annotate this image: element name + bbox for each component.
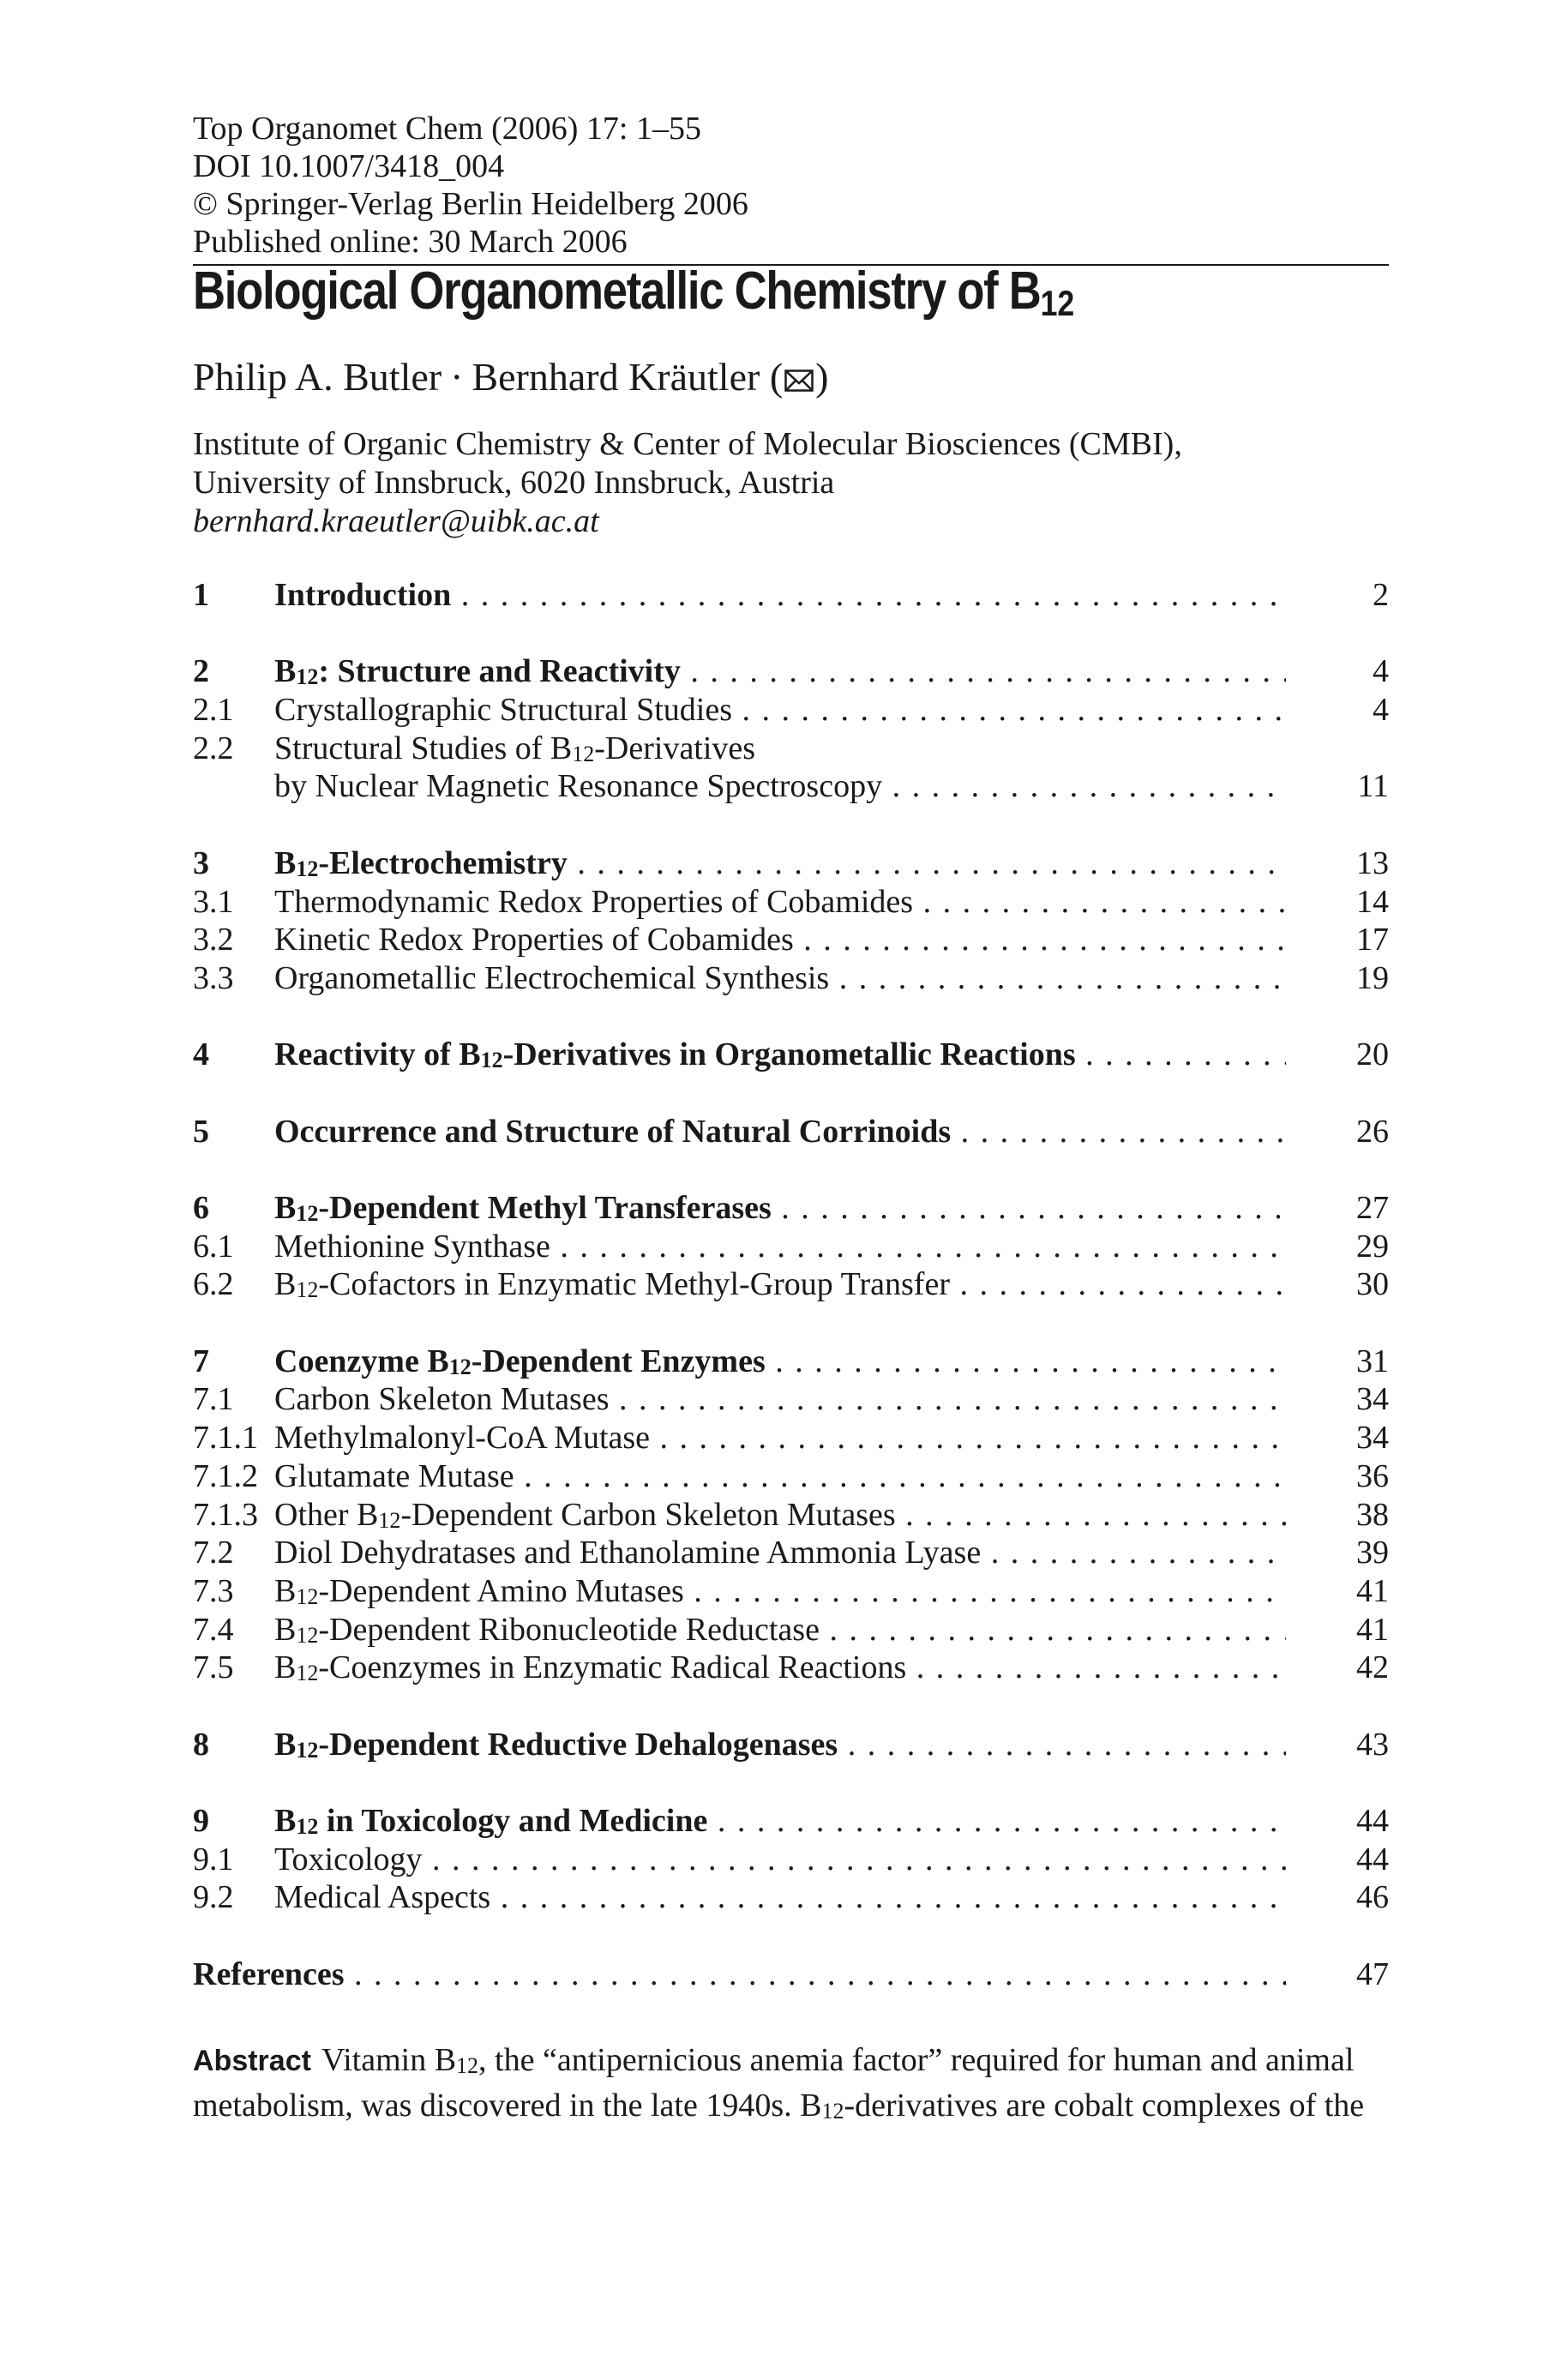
- toc-entry[interactable]: 3.3 Organometallic Electrochemical Synthesis . . . 19: [193, 959, 1389, 998]
- toc-entry[interactable]: 7.1 Carbon Skeleton Mutases . . . 34: [193, 1380, 1389, 1419]
- table-of-contents: [193, 576, 1389, 1993]
- toc-entry[interactable]: 7.4 $B_{12}$-Dependent Ribonucleotide Reductase . . . 41: [193, 1611, 1389, 1649]
- toc-entry[interactable]: 9 $B_{12}$ in Toxicology and Medicine . . . 44: [193, 1802, 1389, 1841]
- affiliation: [193, 425, 1393, 541]
- article-title: Biological Organometallic Chemistry of $B_{12}$: [193, 261, 1075, 323]
- toc-entry[interactable]: 7.5 $B_{12}$-Coenzymes in Enzymatic Radical Reactions . . . 42: [193, 1649, 1389, 1687]
- abstract-line: metabolism, was discovered in the late 1940s. $B_{12}$-derivatives are cobalt complexes of the: [193, 2088, 1365, 2124]
- toc-entry[interactable]: 7.2 Diol Dehydratases and Ethanolamine Ammonia Lyase . . . 39: [193, 1534, 1389, 1572]
- toc-entry[interactable]: 6.2 $B_{12}$-Cofactors in Enzymatic Methyl-Group Transfer . . . 30: [193, 1265, 1389, 1304]
- toc-entry[interactable]: 2 $B_{12}$: Structure and Reactivity . . . 4: [193, 652, 1389, 691]
- toc-entry[interactable]: 6.1 Methionine Synthase . . . 29: [193, 1228, 1389, 1266]
- abstract-line: Abstract Vitamin $B_{12}$, the “antipernicious anemia factor” required for human and animal: [193, 2042, 1355, 2078]
- toc-entry[interactable]: 9.2 Medical Aspects . . . 46: [193, 1878, 1389, 1917]
- publication-date: Published online: 30 March 2006: [193, 224, 628, 260]
- toc-entry[interactable]: 9.1 Toxicology . . . 44: [193, 1841, 1389, 1879]
- toc-entry[interactable]: 3 $B_{12}$-Electrochemistry . . . 13: [193, 844, 1389, 883]
- affiliation-line: University of Innsbruck, 6020 Innsbruck, Austria: [193, 465, 835, 501]
- author-email[interactable]: bernhard.kraeutler@uibk.ac.at: [193, 503, 599, 539]
- journal-citation: Top Organomet Chem (2006) 17: 1–55: [193, 111, 701, 147]
- toc-entry[interactable]: 7.1.1 Methylmalonyl-CoA Mutase . . . 34: [193, 1419, 1389, 1457]
- author-separator: ·: [450, 355, 464, 399]
- toc-entry[interactable]: 1 Introduction . . . 2: [193, 576, 1389, 615]
- toc-entry-references[interactable]: References . . . 47: [193, 1955, 1389, 1994]
- toc-entry[interactable]: 3.1 Thermodynamic Redox Properties of Cobamides . . . 14: [193, 883, 1389, 922]
- toc-entry[interactable]: 2.1 Crystallographic Structural Studies . . . 4: [193, 691, 1389, 730]
- journal-masthead: [193, 110, 1389, 266]
- author-1: Philip A. Butler: [193, 355, 442, 399]
- toc-entry[interactable]: 7.1.2 Glutamate Mutase . . . 36: [193, 1457, 1389, 1496]
- envelope-icon[interactable]: [784, 357, 814, 405]
- toc-entry[interactable]: 8 $B_{12}$-Dependent Reductive Dehalogenases . . . 43: [193, 1726, 1389, 1764]
- toc-entry[interactable]: 7.1.3 Other $B_{12}$-Dependent Carbon Skeleton Mutases . . . 38: [193, 1496, 1389, 1535]
- affiliation-line: Institute of Organic Chemistry & Center of Molecular Biosciences (CMBI),: [193, 426, 1182, 462]
- toc-entry[interactable]: 2.2 Structural Studies of $B_{12}$-Derivatives: [193, 730, 756, 766]
- toc-entry[interactable]: 7 Coenzyme $B_{12}$-Dependent Enzymes . . . 31: [193, 1343, 1389, 1381]
- toc-entry[interactable]: 5 Occurrence and Structure of Natural Corrinoids . . . 26: [193, 1113, 1389, 1151]
- abstract: [193, 2040, 1389, 2131]
- toc-entry[interactable]: 7.3 $B_{12}$-Dependent Amino Mutases . . . 41: [193, 1572, 1389, 1611]
- author-2: Bernhard Kräutler: [472, 355, 760, 399]
- authors: Philip A. Butler · Bernhard Kräutler ( ): [193, 353, 828, 405]
- toc-entry[interactable]: 4 Reactivity of $B_{12}$-Derivatives in Organometallic Reactions . . . 20: [193, 1036, 1389, 1074]
- toc-entry[interactable]: 6 $B_{12}$-Dependent Methyl Transferases . . . 27: [193, 1189, 1389, 1228]
- toc-entry[interactable]: by Nuclear Magnetic Resonance Spectroscopy . . . 11: [193, 767, 1389, 806]
- doi: DOI 10.1007/3418_004: [193, 148, 505, 184]
- abstract-label: Abstract: [193, 2045, 311, 2077]
- copyright: © Springer-Verlag Berlin Heidelberg 2006: [193, 186, 748, 222]
- toc-entry[interactable]: 3.2 Kinetic Redox Properties of Cobamides . . . 17: [193, 921, 1389, 959]
